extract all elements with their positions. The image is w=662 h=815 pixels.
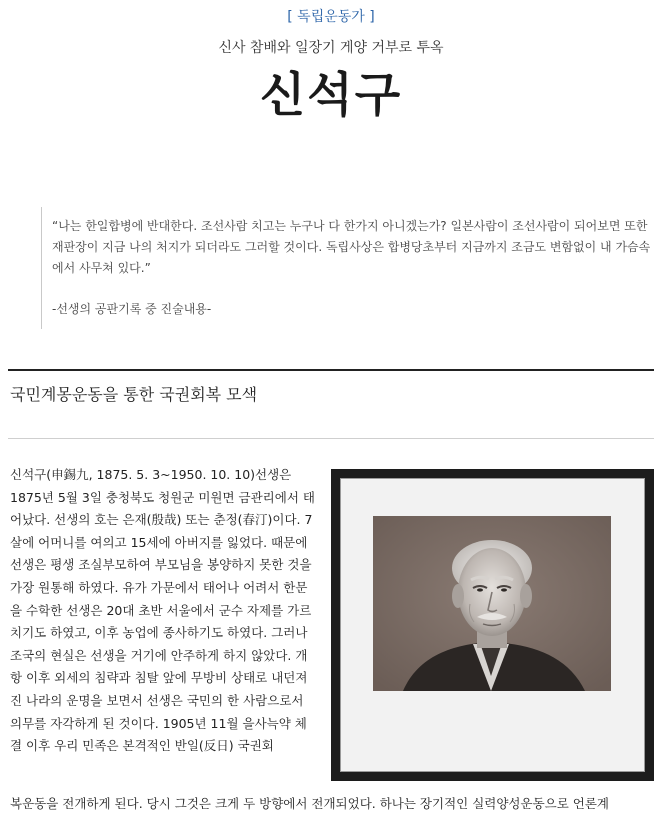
section-rule-top <box>8 369 654 371</box>
body-paragraph: 신석구(申錫九, 1875. 5. 3~1950. 10. 10)선생은 1875년 5월 3일 충청북도 청원군 미원면 금관리에서 태어났다. 선생의 호는 은재(殷哉) 또는 춘정(春汀)이다. 7살에 어머니를 여의고 15세에 아버지를 잃었다. 때문에 선생은 평생 조실부모하여 부모님을 봉양하지 못한 것을 가장 원통해 하였다. 유가 가문에서 태어나 어려서 한문을 수학한 선생은 20대 초반 서울에서 군수 자제를 가르치기도 하였고, 이후 농업에 종사하기도 하였다. 그러나 조국의 현실은 선생을 거기에 안주하게 하지 않았다. 개항 이후 외세의 침략과 침탈 앞에 무방비 상태로 내던져진 나라의 운명을 보면서 선생은 국민의 한 사람으로서 의무를 자각하게 된 것이다. 1905년 11월 을사늑약 체결 이후 우리 민족은 본격적인 반일(反日) 국권회 <box>10 467 315 754</box>
portrait-mat <box>340 478 645 772</box>
quote-source: -선생의 공판기록 중 진술내용- <box>52 302 212 316</box>
portrait-photo-icon <box>373 516 611 691</box>
section-rule-bottom <box>8 438 654 439</box>
page-title: 신석구 <box>259 68 403 123</box>
portrait-frame <box>331 469 654 781</box>
page-subtitle: 신사 참배와 일장기 게양 거부로 투옥 <box>218 40 444 56</box>
section-title: 국민계몽운동을 통한 국권회복 모색 <box>10 385 258 404</box>
quote-block <box>41 207 662 329</box>
portrait-photo <box>373 516 611 691</box>
category-label: [ 독립운동가 ] <box>287 9 375 25</box>
quote-text: “나는 한일합병에 반대한다. 조선사람 치고는 누구나 다 한가지 아니겠는가? 일본사람이 조선사람이 되어보면 또한 재판장이 지금 나의 처지가 되더라도 그러할 것이다. 독립사상은 합병당초부터 지금까지 조금도 변함없이 내 가슴속에서 사무쳐 있다.” <box>52 219 651 275</box>
body-paragraph-continued: 복운동을 전개하게 된다. 당시 그것은 크게 두 방향에서 전개되었다. 하나는 장기적인 실력양성운동으로 언론계 <box>10 796 610 811</box>
